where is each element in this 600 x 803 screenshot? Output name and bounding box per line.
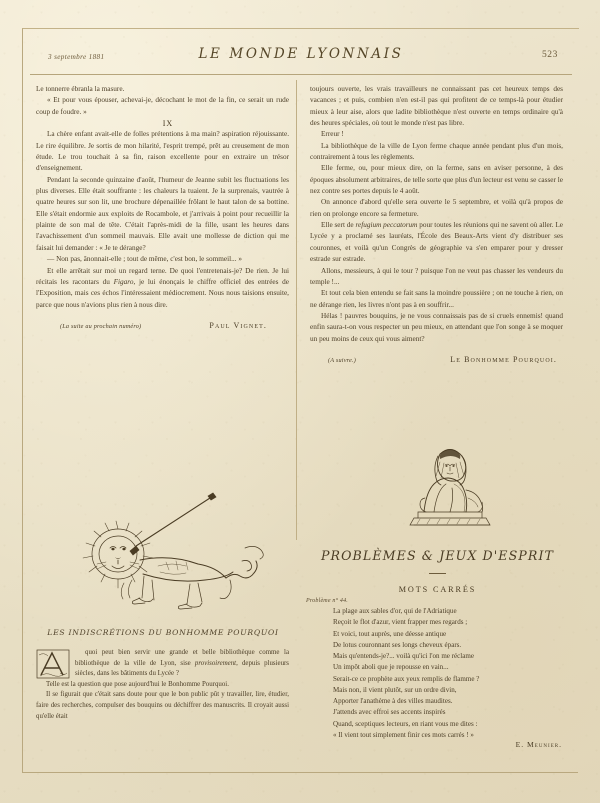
left-paragraph-2: Pendant la seconde quinzaine d'août, l'humeur de Jeanne subit les fluctuations les plus diverses. Elle était souffrante : les chaleurs la tuaient. Je la surprenais, vautrée à quatre heures sur son lit, une brochure dépenaillée frôlant le haut talon de sa bottine. Elle s'était endormie aux exploits de Rocambole, et j'arrivais à point pour recueillir la plainte de son mal de tête. C'était l'après-midi de la fille, usant les heures dans l'avachissement d'un sommeil mauvais. Elle avait une mollesse de diction qui me faisait lui demander : « Je te dérange? — [36, 175, 289, 252]
verse-line: Reçoit le flot d'azur, vient frapper mes regards ; — [333, 618, 468, 627]
bonhomme-article — [36, 648, 289, 722]
left-opening-line-2: « Et pour vous épouser, achevai-je, décochant le mot de la fin, ce serait un rude coup de foudre. » — [36, 96, 289, 116]
right-paragraph-8: Hélas ! pauvres bouquins, je ne vous connaissais pas de si cruels ennemis! quand enfin saura-t-on vous respecter un peu mieux, en attendant que l'on songe à se moquer un peu moins de ceux qui vous aiment? — [310, 311, 563, 343]
masthead-rule — [30, 74, 572, 75]
verse-line: « Il vient tout simplement finir ces mots carrés ! » — [333, 730, 474, 739]
publication-title: LE MONDE LYONNAIS — [198, 46, 404, 62]
right-signature-block — [310, 354, 563, 366]
right-paragraph-2: La bibliothèque de la ville de Lyon ferme chaque année pendant plus d'un mois, contrairement à tous les règlements. — [310, 141, 563, 162]
right-continued-paragraph: toujours ouverte, les vrais travailleurs ne connaissant pas cet heureux temps des vacances ; et puis, combien n'en est-il pas qui profitent de ce temps-là pour étudier mieux à leur aise, alors que ladite bibliothèque n'est ouverte en temps ordinaire qu'à des heures spéciales, où tout le monde n'est pas libre. — [310, 85, 563, 128]
problem-number: Problème n° 44. — [306, 598, 349, 604]
issue-date: 3 septembre 1881 — [48, 53, 105, 61]
column-divider — [296, 80, 297, 540]
verse-line: Un impôt aboli que je repousse en vain... — [333, 663, 449, 672]
bonhomme-first-paragraph: quoi peut bien servir une grande et belle bibliothèque comme la bibliothèque de la ville de Lyon, sise provisoirement, depuis plusieurs siècles, dans les bâtiments du Lycée ? — [75, 649, 289, 678]
left-paragraph-3: — Non pas, ânonnait-elle ; tout de même, c'est bon, le sommeil... » — [47, 255, 242, 264]
right-paragraph-7: Et tout cela bien entendu se fait sans la moindre poussière ; on ne touche à rien, on ne dérange rien, les livres n'ont pas à en souffrir... — [310, 289, 563, 309]
bonhomme-paragraph-3: Il se figurait que c'était sans doute pour que le bon public pût y travailler, lire, étudier, faire des recherches, compulser des bouquins ou déchiffrer des manuscrits. Il croyait aussi qu'elle était — [36, 691, 289, 720]
masthead — [30, 44, 572, 74]
right-paragraph-5: Elle sert de refugium peccatorum pour toutes les réunions qui ne savent où aller. Le Lycée y a proclamé ses lauréats, l'École des Beaux-Arts vient d'y distribuer ses couronnes, et voilà qu'un Congrès de géographie va s'en emparer pour y dresser estrade sur estrade. — [310, 221, 563, 264]
verse-line: J'attends avec effroi ses accents inspirés — [333, 708, 446, 717]
continuation-note: (La suite au prochain numéro) — [60, 322, 142, 330]
author-signature: Paul Vignet. — [209, 320, 267, 330]
verse-line: Et voici, tout auprès, une déesse antique — [333, 629, 447, 638]
verse-signature: E. Meunier. — [515, 740, 562, 749]
left-opening-line-1: Le tonnerre ébranla la masure. — [36, 85, 125, 93]
decorative-dropcap-a — [36, 649, 70, 679]
right-paragraph-1: Erreur ! — [321, 130, 344, 139]
right-column — [310, 84, 563, 366]
left-column — [36, 84, 289, 332]
left-paragraph-1: La chère enfant avait-elle de folles prétentions à ma main? aspiration réjouissante. Le rire équilibre. Je sortis de mon hilarité, l'esprit trempé, prêt au creusement de mon étude. Le trou touchait à sa fin, raison excellente pour en extraire un trésor d'enseignement. — [36, 130, 289, 173]
verse-line: Apporter l'anathème à des villes maudites. — [333, 697, 453, 705]
section-number: IX — [162, 119, 174, 129]
bottom-rule — [22, 772, 578, 773]
bonhomme-signature: Le Bonhomme Pourquoi. — [450, 354, 557, 364]
right-paragraph-3: Elle ferme, ou, pour mieux dire, on la ferme, sans en aviser personne, à des époques absolument arbitraires, de telle sorte que plus d'un lecteur est venu se casser le nez contre ses portes depuis le 4 août. — [310, 164, 563, 196]
section-separator-rule — [429, 573, 446, 574]
puzzle-subheading: MOTS CARRÉS — [398, 585, 477, 594]
right-continuation-note: (A suivre.) — [328, 356, 356, 364]
verse-line: La plage aux sables d'or, qui de l'Adriatique — [333, 607, 457, 615]
right-paragraph-6: Allons, messieurs, à qui le tour ? puisque l'on ne veut pas chasser les vendeurs du temple !... — [310, 266, 563, 286]
lion-engraving-illustration — [40, 488, 286, 616]
bonhomme-paragraph-2: Telle est la question que pose aujourd'hui le Bonhomme Pourquoi. — [46, 680, 229, 688]
left-paragraph-4: Et elle arrêtait sur moi un regard terne. De quoi l'entretenais-je? De rien. Je lui récitais les racontars du Figaro, je lui énonçais le chiffre officiel des entrées de l'Exposition, mais ces échos l'intéressaient médiocrement. Nous nous taisions ensuite, parce que nous n'avions plus rien à nous dire. — [36, 266, 289, 309]
puzzle-section-heading: PROBLÈMES & JEUX D'ESPRIT — [320, 548, 555, 563]
illustration-caption: LES INDISCRÉTIONS DU BONHOMME POURQUOI — [47, 628, 279, 637]
verse-line: Serait-ce ce prophète aux yeux remplis de flamme ? — [333, 674, 480, 683]
left-signature-block — [36, 320, 289, 332]
sphinx-engraving-illustration — [390, 432, 510, 537]
page-number: 523 — [541, 50, 558, 60]
puzzle-verse — [333, 606, 573, 741]
verse-line: Quand, sceptiques lecteurs, en riant vous me dites : — [333, 719, 478, 728]
verse-line: Mais qu'entends-je?... voilà qu'ici l'on me réclame — [333, 652, 474, 660]
right-paragraph-4: On annonce d'abord qu'elle sera ouverte le 5 septembre, et voilà qu'à propos de rien on prolonge encore sa fermeture. — [310, 198, 563, 218]
verse-line: Mais non, il vient plutôt, sur un ordre divin, — [333, 685, 457, 694]
verse-line: De lotus couronnant ses longs cheveux épars. — [333, 640, 462, 649]
